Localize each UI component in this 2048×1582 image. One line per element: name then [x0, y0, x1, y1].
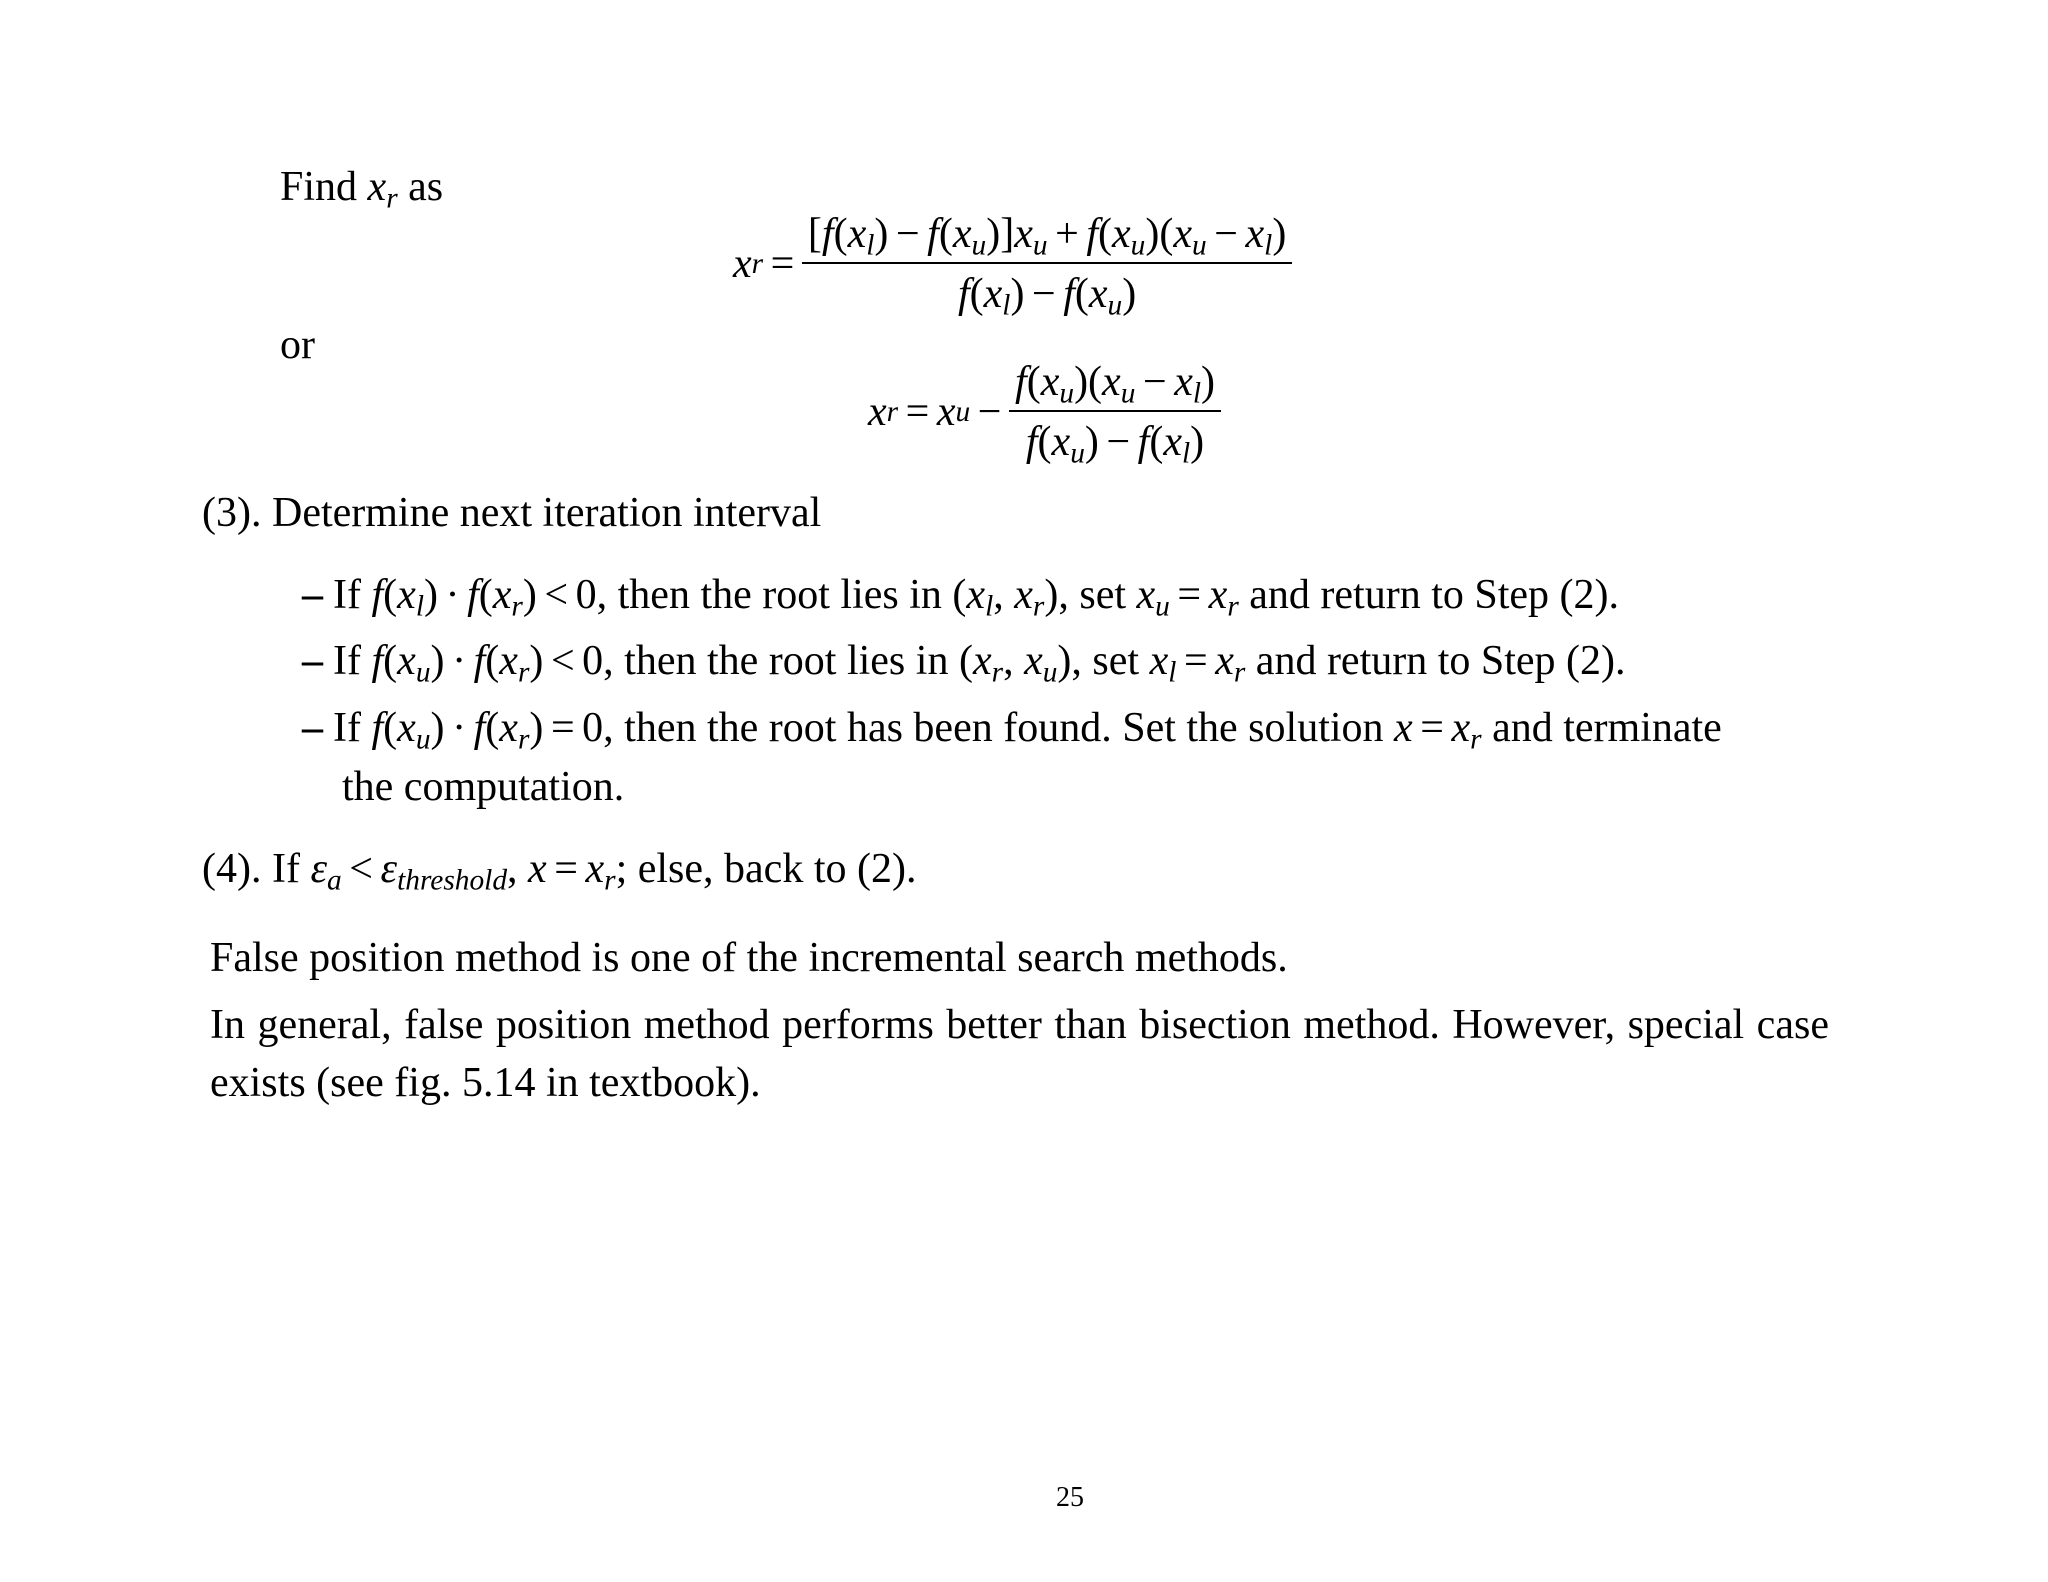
find-var-sub: r	[386, 182, 398, 215]
eq2-lhs-var: x	[868, 389, 887, 436]
step4-tail: ; else, back to (2).	[615, 846, 917, 892]
bullet-1-set: , set	[1058, 572, 1127, 618]
step4-lead: If	[271, 846, 300, 892]
find-xr-line	[280, 164, 444, 215]
bullet-1-lead: If	[333, 572, 361, 618]
bullet-dash: –	[302, 705, 323, 751]
equation-1: x r = $\frac{[f(x_l) - f(x_u)]x_u + f(x_u)(x_u - x_l)}{f(x_l) - f(x_u)}$	[733, 210, 1292, 319]
eq1-equals: =	[770, 241, 795, 288]
equation-2: x r = x u − $\frac{f(x_u)(x_u - x_l)}{f(x_u) - f(x_l)}$	[868, 358, 1221, 467]
or-text: or	[280, 322, 315, 368]
bullet-2-mid: , then the root lies in	[603, 638, 949, 684]
eq2-xu: x	[936, 389, 956, 436]
find-prefix: Find	[280, 164, 358, 210]
step4-label: (4).	[202, 846, 262, 892]
bullet-2-assign: $x_l = x_r$	[1149, 638, 1246, 689]
eq1-fraction	[802, 210, 1292, 322]
eq1-lhs-var: x	[733, 241, 752, 288]
bullet-2-tail: and return to Step (2).	[1255, 638, 1626, 684]
step4-condition: $\varepsilon_a < \varepsilon_{threshold}$	[310, 846, 508, 897]
bullet-2-interval: ($x_r$, $x_u$)	[958, 638, 1072, 689]
bullet-2-lead: If	[333, 638, 361, 684]
bullet-dash: –	[302, 572, 323, 618]
eq2-denominator: $f(x_u) - f(x_l)$	[1025, 419, 1205, 470]
bullet-1-tail: and return to Step (2).	[1249, 572, 1620, 618]
bullet-1-condition: $f(x_l) \cdot f(x_r) < 0$	[371, 572, 597, 623]
step3-label: (3).	[202, 490, 262, 536]
page-number: 25	[1056, 1482, 1084, 1513]
bullet-1	[302, 572, 1620, 623]
eq2-equals: =	[905, 389, 930, 436]
step4-assign: $x = x_r$	[528, 846, 616, 897]
note-paragraph-2-line-1: In general, false position method performs better than bisection method. However, special case	[210, 1002, 1829, 1048]
eq2-numerator: $f(x_u)(x_u - x_l)$	[1009, 358, 1221, 412]
find-suffix: as	[408, 164, 444, 210]
step3-heading	[202, 492, 821, 534]
eq1-numerator: $[f(x_l) - f(x_u)]x_u + f(x_u)(x_u - x_l)$	[802, 210, 1292, 264]
bullet-dash: –	[302, 638, 323, 684]
find-var: x	[367, 164, 387, 210]
bullet-3	[302, 705, 1722, 756]
eq2-minus: −	[977, 389, 1002, 436]
bullet-1-mid: , then the root lies in	[596, 572, 942, 618]
bullet-3-continuation: the computation.	[342, 764, 625, 810]
eq2-fraction	[1009, 358, 1221, 470]
bullet-2	[302, 638, 1626, 689]
step4-line: (4). If $\varepsilon_a < \varepsilon_{threshold}$, $x = x_r$; else, back to (2).	[202, 846, 917, 897]
bullet-1-assign: $x_u = x_r$	[1136, 572, 1239, 623]
note-paragraph-2-line-2: exists (see fig. 5.14 in textbook).	[210, 1060, 761, 1106]
step3-title: Determine next iteration interval	[271, 490, 822, 536]
bullet-3-tail: and terminate	[1492, 705, 1722, 751]
note-paragraph-1: False position method is one of the incremental search methods.	[210, 935, 1288, 981]
bullet-3-condition: $f(x_u) \cdot f(x_r) = 0$	[371, 705, 604, 756]
bullet-2-set: , set	[1071, 638, 1140, 684]
bullet-1-interval: ($x_l$, $x_r$)	[952, 572, 1059, 623]
bullet-3-assign: $x = x_r$	[1394, 705, 1482, 756]
bullet-3-mid: , then the root has been found. Set the solution	[603, 705, 1384, 751]
bullet-3-lead: If	[333, 705, 361, 751]
bullet-2-condition: $f(x_u) \cdot f(x_r) < 0$	[371, 638, 604, 689]
eq1-denominator: $f(x_l) - f(x_u)$	[957, 271, 1137, 322]
